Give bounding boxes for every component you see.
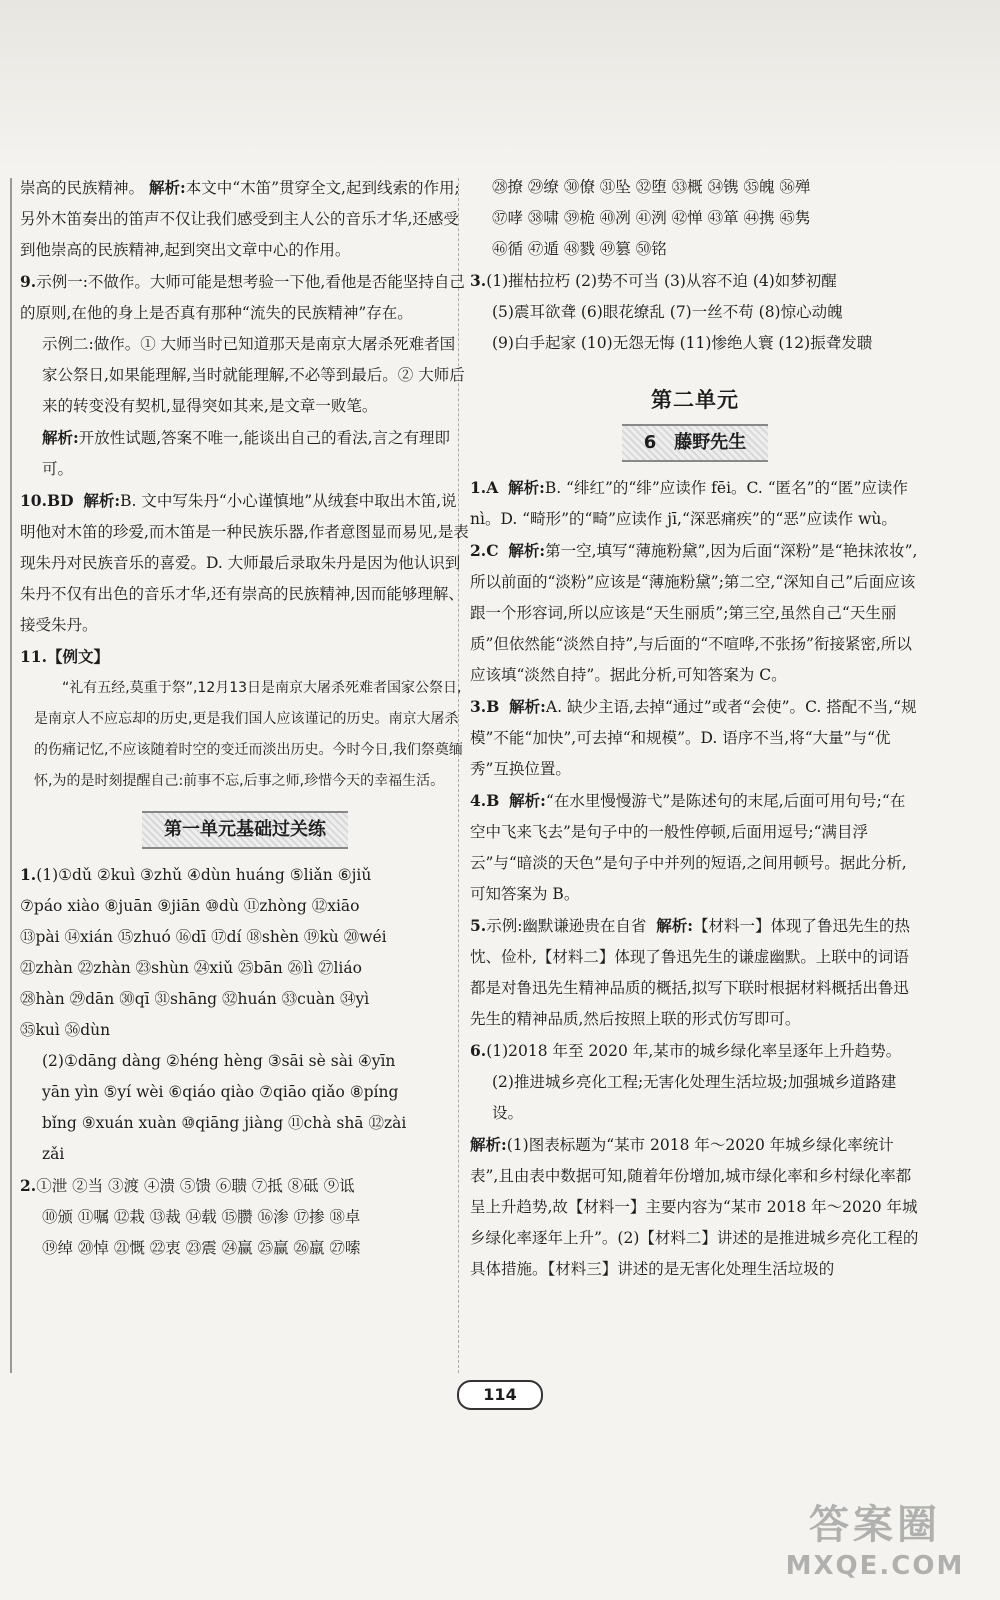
question-number: 1. — [20, 865, 37, 884]
left-margin-rule — [10, 178, 12, 1373]
q10-analysis-text: B. 文中写朱丹“小心谨慎地”从绒套中取出木笛,说明他对木笛的珍爱,而木笛是一种民族乐器,作者意图显而易见,是表现朱丹对民族音乐的喜爱。D. 大师最后录取朱丹是因为他认识到朱丹不仅有出色的音乐才华,还有崇高的民族精神,因而能够理解、接受朱丹。 — [20, 492, 469, 634]
basic-q1 — [20, 859, 470, 1170]
char-line: ㊲哮 ㊳啸 ㊴桅 ㊵冽 ㊶洌 ㊷惮 ㊸箪 ㊹携 ㊺隽 — [492, 209, 811, 227]
answer-analysis: 【材料一】体现了鲁迅先生的热忱、俭朴,【材料二】体现了鲁迅先生的谦虚幽默。上联中的词语都是对鲁迅先生精神品质的概括,拟写下联时根据材料概括出鲁迅先生的精神品质,然后按照上联的形式仿写即可。 — [470, 917, 911, 1028]
lesson-banner — [470, 424, 920, 462]
q11 — [20, 641, 470, 673]
q9-analysis — [20, 422, 470, 485]
q11-essay: “礼有五经,莫重于祭”,12月13日是南京大屠杀死难者国家公祭日,是南京人不应忘却的历史,更是我们国人应该谨记的历史。南京大屠杀的伤痛记忆,不应该随着时空的变迁而淡出历史。今时今日,我们祭奠缅怀,为的是时刻提醒自己:前事不忘,后事之师,珍惜今天的幸福生活。 — [34, 680, 463, 789]
answer-2 — [470, 535, 920, 691]
answer-choice: C — [486, 541, 499, 560]
pinyin-line: zǎi — [42, 1145, 65, 1163]
answer-part1: (1)2018 年至 2020 年,某市的城乡绿化率呈逐年上升趋势。 — [486, 1042, 902, 1060]
watermark-logo — [760, 1500, 990, 1590]
analysis-label: 解析: — [509, 791, 546, 810]
question-number: 3. — [470, 271, 487, 290]
pinyin-line: ⑦páo xiào ⑧juān ⑨jiān ⑩dù ⑪zhòng ⑫xiāo — [20, 897, 360, 915]
analysis-label: 解析: — [148, 178, 186, 197]
unit-title: 第二单元 — [651, 388, 739, 412]
intro-analysis: 本文中“木笛”贯穿全文,起到线索的作用;另外木笛奏出的笛声不仅让我们感受到主人公的音乐才华,还感受到他崇高的民族精神,起到突出文章中心的作用。 — [20, 179, 460, 259]
char-line: ㉘撩 ㉙缭 ㉚僚 ㉛坠 ㉜堕 ㉝概 ㉞镌 ㉟魄 ㊱殚 — [492, 178, 811, 196]
idiom-line — [470, 265, 920, 297]
answer-analysis: “在水里慢慢游弋”是陈述句的末尾,后面可用句号;“在空中飞来飞去”是句子中的一般性停顿,后面用逗号;“满目浮云”与“暗淡的天色”是句子中并列的短语,之间用顿号。据此分析,可知答案为 B。 — [470, 792, 907, 903]
char-line: ㊻循 ㊼遁 ㊽戮 ㊾篡 ㊿铭 — [492, 240, 667, 258]
analysis-label: 解析: — [509, 697, 546, 716]
question-number: 2. — [470, 541, 487, 560]
pinyin-line: ⑬pài ⑭xián ⑮zhuó ⑯dī ⑰dí ⑱shèn ⑲kù ⑳wéi — [20, 928, 387, 946]
pinyin-line: ㉘hàn ㉙dān ㉚qī ㉛shāng ㉜huán ㉝cuàn ㉞yì — [20, 990, 370, 1008]
answer-example: 示例:幽默谦逊贵在自省 — [486, 917, 647, 935]
char-line: ⑲绰 ⑳悼 ㉑慨 ㉒衷 ㉓震 ㉔赢 ㉕赢 ㉖羸 ㉗嗦 — [42, 1239, 361, 1257]
char-line: ⑩颁 ⑪嘱 ⑫栽 ⑬裁 ⑭载 ⑮臜 ⑯渗 ⑰掺 ⑱卓 — [42, 1208, 361, 1226]
answer-analysis: A. 缺少主语,去掉“通过”或者“会使”。C. 搭配不当,“规模”不能“加快”,可去掉“和规模”。D. 语序不当,将“大量”与“优秀”互换位置。 — [470, 698, 917, 778]
pinyin-line: (2)①dāng dàng ②héng hèng ③sāi sè sài ④yīn — [42, 1052, 396, 1070]
left-column — [20, 172, 470, 1264]
q11-label: 【例文】 — [46, 647, 109, 666]
pinyin-line — [20, 859, 470, 891]
pinyin-line: yān yìn ⑤yí wèi ⑥qiáo qiào ⑦qiāo qiǎo ⑧píng — [42, 1083, 399, 1101]
question-number: 1. — [470, 478, 487, 497]
question-number: 5. — [470, 916, 487, 935]
question-number: 2. — [20, 1176, 37, 1195]
q9-example2: 示例二:做作。① 大师当时已知道那天是南京大屠杀死难者国家公祭日,如果能理解,当时就能理解,不必等到最后。② 大师后来的转变没有契机,显得突如其来,是文章一败笔。 — [42, 335, 465, 415]
intro-paragraph — [20, 172, 470, 266]
analysis-label: 解析: — [42, 428, 79, 447]
analysis-label: 解析: — [470, 1135, 507, 1154]
question-number: 11. — [20, 647, 47, 666]
pinyin-line: bǐng ⑨xuán xuàn ⑩qiāng jiàng ⑪chà shā ⑫zài — [42, 1114, 407, 1132]
answer-analysis: (1)图表标题为“某市 2018 年～2020 年城乡绿化率统计表”,且由表中数据可知,随着年份增加,城市绿化率和乡村绿化率都呈上升趋势,故【材料一】主要内容为“某市 2018 年～2020 年城乡绿化率逐年上升”。(2)【材料二】讲述的是推进城乡亮化工程的具体措施。【材料三】讲述的是无害化处理生活垃圾的 — [470, 1136, 919, 1278]
analysis-label: 解析: — [83, 491, 121, 510]
char-line — [20, 1170, 470, 1202]
watermark-bottom: MXQE.COM — [785, 1551, 965, 1581]
answer-choice: B — [486, 791, 500, 810]
right-column — [470, 172, 920, 1285]
intro-lead: 崇高的民族精神。 — [20, 179, 145, 197]
answer-1 — [470, 472, 920, 535]
watermark-top: 答案圈 — [809, 1502, 941, 1548]
pinyin-text: (1)①dǔ ②kuì ③zhǔ ④dùn huáng ⑤liǎn ⑥jiǔ — [36, 866, 372, 884]
analysis-label: 解析: — [508, 478, 545, 497]
page-number-wrap — [0, 1380, 1000, 1410]
q9-analysis-text: 开放性试题,答案不唯一,能谈出自己的看法,言之有理即可。 — [42, 429, 451, 478]
char-text: ①泄 ②当 ③渡 ④溃 ⑤馈 ⑥聩 ⑦抵 ⑧砥 ⑨诋 — [36, 1177, 355, 1195]
answer-4 — [470, 785, 920, 910]
question-number: 10. — [20, 491, 47, 510]
idiom-line: (5)震耳欲聋 (6)眼花缭乱 (7)一丝不苟 (8)惊心动魄 — [492, 303, 843, 321]
page-top-shade — [0, 0, 1000, 170]
pinyin-line: ㉟kuì ㊱dùn — [20, 1021, 111, 1039]
page-number: 114 — [457, 1380, 543, 1410]
basic-q2 — [20, 1170, 470, 1264]
question-number: 6. — [470, 1041, 487, 1060]
q9-example1 — [20, 266, 470, 329]
answer-choice: A — [486, 478, 499, 497]
question-number: 3. — [470, 697, 487, 716]
answer-analysis: 第一空,填写“薄施粉黛”,因为后面“深粉”是“艳抹浓妆”,所以前面的“淡粉”应该是“薄施粉黛”;第二空,“深知自己”后面应该跟一个形容词,所以应该是“天生丽质”;第三空,虽然自己“天生丽质”但依然能“淡然自持”,与后面的“不喧哗,不张扬”衔接紧密,所以应该填“淡然自持”。据此分析,可知答案为 C。 — [470, 542, 918, 684]
answer-5 — [470, 910, 920, 1035]
analysis-label: 解析: — [508, 541, 546, 560]
idiom-text: (1)摧枯拉朽 (2)势不可当 (3)从容不迫 (4)如梦初醒 — [486, 272, 837, 290]
lesson-banner-title: 6 藤野先生 — [622, 424, 769, 462]
idiom-line: (9)白手起家 (10)无怨无悔 (11)惨绝人寰 (12)振聋发聩 — [492, 334, 873, 352]
answer-3 — [470, 691, 920, 785]
q9-example1-text: 示例一:不做作。大师可能是想考验一下他,看他是否能坚持自己的原则,在他的身上是否真有那种“流失的民族精神”存在。 — [20, 273, 465, 322]
answer-6-analysis — [470, 1129, 920, 1285]
answer-analysis: B. “绯红”的“绯”应读作 fēi。C. “匿名”的“匿”应读作 nì。D. “畸形”的“畸”应读作 jī,“深恶痛疾”的“恶”应读作 wù。 — [470, 479, 908, 528]
q10-answer: BD — [46, 491, 74, 510]
analysis-label: 解析: — [656, 916, 694, 935]
section-banner — [20, 811, 470, 849]
answer-6-part2: (2)推进城乡亮化工程;无害化处理生活垃圾;加强城乡道路建设。 — [492, 1073, 897, 1122]
question-number: 4. — [470, 791, 487, 810]
section-banner-title: 第一单元基础过关练 — [142, 811, 348, 849]
answer-choice: B — [486, 697, 500, 716]
q10 — [20, 485, 470, 641]
answer-6 — [470, 1035, 920, 1067]
pinyin-line: ㉑zhàn ㉒zhàn ㉓shùn ㉔xiǔ ㉕bān ㉖lì ㉗liáo — [20, 959, 362, 977]
question-number: 9. — [20, 272, 37, 291]
